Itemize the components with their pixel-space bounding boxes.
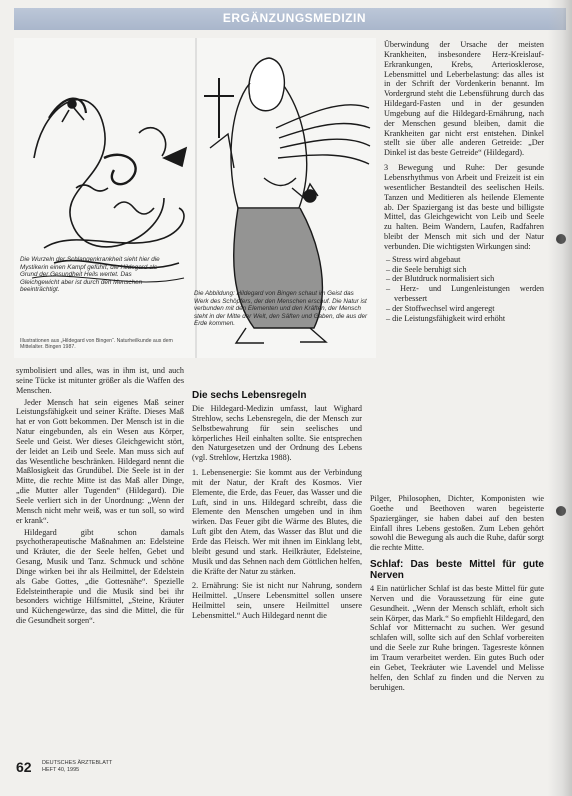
section-header-bar <box>14 8 566 30</box>
section-heading-sleep: Schlaf: Das beste Mittel für gute Nerven <box>370 559 544 582</box>
list-item: – Herz- und Lungenleistungen werden verbessert <box>384 284 544 304</box>
illustration-panel <box>14 38 376 358</box>
paragraph: 4 Ein natürlicher Schlaf ist das beste Mittel für gute Nerven und die Voraussetzung für eine gute Gesundheit. „Wenn der Mensch schläft, erholt sich sein Körper, das Mark.“ So empfiehlt Hildegard, den Schlaf vor Mitternacht zu suchen. Wer gesund schlafen will, sollte sich auf den Schlaf vorbereiten und die Seele zur Ruhe bringen. Tagesreste können im Traum verarbeitet werden. Ein gutes Buch oder ein Gebet, Teekräuter wie Lavendel und Melisse helfen, den Schlaf zu finden und die Nerven zu beruhigen. <box>370 584 544 692</box>
paragraph: Überwindung der Ursache der meisten Krankheiten, insbesondere Herz-Kreislauf-Erkrankungen, Krebs, Arteriosklerose, Lebensmittel und Leberbelastung: das alles ist in der Schrift der Vordenkerin benannt. Im Vordergrund steht die Lebensführung durch das Hildegard-Fasten und in der gesunden Umgebung auf die Hildegard-Ernährung, nach der Menschen gesund bleiben, damit die Krankheiten gar nicht erst entstehen. Dinkel stellt sie über alle anderen Getreide: „Der Dinkel ist das beste Getreide“ (Hildegard). <box>384 40 544 158</box>
paragraph: 2. Ernährung: Sie ist nicht nur Nahrung, sondern Heilmittel. „Unsere Lebensmittel sollen unsere Heilmittel sein, unsere Heilmittel unsere Lebensmittel.“ Auch Hildegard nennt die <box>192 581 362 620</box>
list-item: – Stress wird abgebaut <box>384 255 544 265</box>
paragraph: Hildegard gibt schon damals psychotherapeutische Maßnahmen an: Edelsteine und Kräuter, die der Seele helfen, Gebet und Gesang, Musik und Tanz. Schmuck und schöne Dinge wirken bei ihr als Heilmittel, der Edelstein als Gabe Gottes, „die Gottesnähe“. Spezielle Edelsteintherapie und die Musik sind bei ihr besonders wichtige Hilfsmittel, „Steine, Kräuter und Küchengewürze, das sind die Mittel, die für die Gesundheit sorgen“. <box>16 527 184 626</box>
illustration-caption-left: Die Wurzeln der Schlangenkrankheit sieht hier die Mystikerin einen Kampf geführt, die Hildegard als Grund der Gesundheit Heils wertet. Das Gleichgewicht aber ist durch den Menschen beeinträchtigt. <box>20 256 160 294</box>
list-item: – die Seele beruhigt sich <box>384 265 544 275</box>
illustration-credit: Illustrationen aus „Hildegard von Bingen“. Naturheilkunde aus dem Mittelalter. Bingen 1987. <box>20 338 173 351</box>
section-title: ERGÄNZUNGSMEDIZIN <box>222 11 366 25</box>
middle-column <box>192 366 362 623</box>
list-item: – die Leistungsfähigkeit wird erhöht <box>384 314 544 324</box>
effects-list <box>384 255 544 324</box>
paragraph: symbolisiert und alles, was in ihm ist, und auch seine Tücke ist mitunter größer als die Waffen des Menschen. <box>16 366 184 395</box>
list-item: – der Blutdruck normalisiert sich <box>384 274 544 284</box>
illustration-caption-right: Die Abbildung: Hildegard von Bingen schaut im Geist das Werk des Schöpfers, der den Menschen erschuf. Die Natur ist verbunden mit den Elementen und den Kräften, der Mensch steht in der Mitte der Welt, den Säften und Gaben, die aus der Erde kommen. <box>194 290 368 328</box>
left-column <box>16 366 184 628</box>
paragraph: 3 Bewegung und Ruhe: Der gesunde Lebensrhythmus von Arbeit und Freizeit ist ein wesentlicher Bestandteil des seelischen Heils. Tanzen und Meditieren als heilende Elemente ab. Der Spaziergang ist das beste und billigste Mittel, das Gleichgewicht von Leib und Seele zu halten. Beim Wandern, Laufen, Radfahren bleibt der Mensch mit sich und der Natur verbunden. Die wichtigsten Wirkungen sind: <box>384 163 544 251</box>
paragraph: Die Hildegard-Medizin umfasst, laut Wighard Strehlow, sechs Lebensregeln, die der Mensch zur Selbstbewahrung für sein seelisches und körperliches Heil einhalten sollte. Sie entsprechen den Naturgesetzen und der Ordnung des Lebens (vgl. Strehlow, Hertzka 1988). <box>192 404 362 463</box>
section-heading-rules: Die sechs Lebensregeln <box>192 390 307 401</box>
right-column <box>384 40 544 328</box>
serpent-drawing <box>32 99 186 282</box>
paragraph: Pilger, Philosophen, Dichter, Komponisten wie Goethe und Beethoven waren begeisterte Spaziergänger, sie haben dabei auf den besten Einfall ihres Lebens gestoßen. Zum Leben gehört sowohl die Bewegung als auch die Ruhe, dafür sorgt die rechte Mitte. <box>370 494 544 553</box>
page-number: 62 <box>16 759 32 775</box>
right-column-lower <box>370 494 544 694</box>
list-item: – der Stoffwechsel wird angeregt <box>384 304 544 314</box>
footer-note: DEUTSCHES ÄRZTEBLATT HEFT 40, 1995 <box>42 760 113 773</box>
paragraph: 1. Lebensenergie: Sie kommt aus der Verbindung mit der Natur, der Kraft des Kosmos. Vier Elemente, die Erde, das Feuer, das Wasser und die Luft, sind in uns. Hildegard schreibt, dass die Elemente den Menschen umgeben und in ihm wirken. Das Feuer gibt die Wärme des Blutes, die Luft gibt den Atem, das Wasser das Blut und die Erde das Fleisch. Wer mit ihnen im Einklang lebt, bleibt gesund und stark. Heilkräuter, Edelsteine, Musik und das Sehnen nach dem Göttlichen helfen, die Kräfte der Natur zu stärken. <box>192 468 362 576</box>
paragraph: Jeder Mensch hat sein eigenes Maß seiner Leistungsfähigkeit und seiner Kräfte. Dieses Maß hat er von Gott bekommen. Der Mensch ist in die Natur eingebunden, als ein Wesen aus Körper, Seele und Geist. Wer dieses Gleichgewicht stört, der leidet an Leib und Seele. Man muss sich auf das Wesentliche beschränken. Hildegard nennt die Maßlosigkeit das Grundübel. Die Seele ist in der Mitte, die rechte Mitte ist das Maß aller Dinge, „die Mutter aller Tugenden“ (Hildegard). Die Seele verliert sich in der Unordnung: „Wenn der Mensch nicht mehr weiß, was er tun soll, so wird er krank“. <box>16 397 184 525</box>
page-fold-shadow <box>548 0 572 796</box>
